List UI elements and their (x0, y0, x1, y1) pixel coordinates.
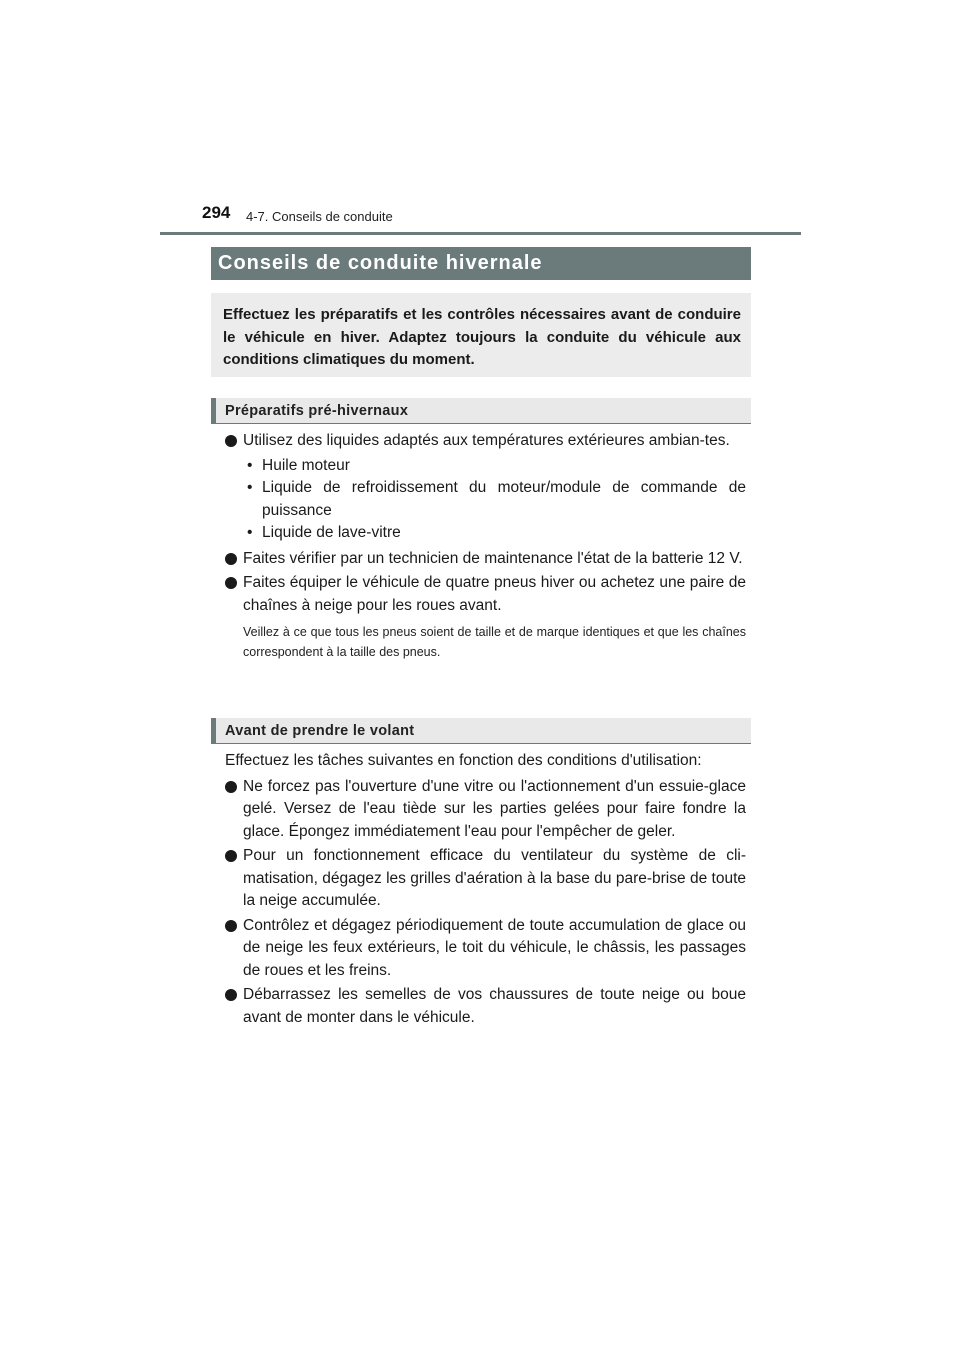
list-item (225, 430, 746, 453)
sub-item-text: Huile moteur (262, 456, 350, 474)
page-title: Conseils de conduite hivernale (218, 252, 543, 274)
section1-content (225, 430, 746, 662)
title-bar (211, 247, 751, 280)
sub-bullet-icon: • (247, 479, 253, 496)
list-item-text: Débarrassez les semelles de vos chaussures de toute neige ou boue avant de monter dans le véhicule. (243, 986, 746, 1026)
list-item-text: Faites vérifier par un technicien de maintenance l'état de la batterie 12 V. (243, 549, 743, 567)
sub-list-item (225, 522, 746, 545)
list-item-text: Utilisez des liquides adaptés aux températures extérieures ambian-tes. (243, 432, 730, 449)
section-heading-label: Avant de prendre le volant (225, 722, 415, 739)
sub-item-text: Liquide de refroidissement du moteur/module de commande de puissance (262, 479, 746, 519)
list-item-text: Pour un fonctionnement efficace du ventilateur du système de cli-matisation, dégagez les grilles d'aération à la base du pare-brise de toute la neige accumulée. (243, 847, 746, 909)
list-item (225, 572, 746, 617)
list-item (225, 776, 746, 844)
list-item (225, 915, 746, 983)
bullet-icon (225, 920, 237, 932)
intro-box: Effectuez les préparatifs et les contrôles nécessaires avant de conduire le véhicule en hiver. Adaptez toujours la conduite du véhicule aux conditions climatiques du moment. (211, 293, 751, 377)
list-item-text: Contrôlez et dégagez périodiquement de toute accumulation de glace ou de neige les feux extérieurs, le toit du véhicule, le châssis, les passages de roues et les freins. (243, 916, 746, 979)
sub-list-item (225, 477, 746, 522)
header-rule (160, 232, 801, 235)
section-heading-avant-volant (211, 718, 751, 744)
bullet-icon (225, 850, 237, 862)
breadcrumb: 4-7. Conseils de conduite (246, 209, 393, 224)
bullet-icon (225, 553, 237, 565)
bullet-icon (225, 781, 237, 793)
sub-bullet-icon: • (247, 456, 253, 474)
list-item (225, 548, 746, 571)
sub-list-item (225, 455, 746, 478)
list-item-text: Ne forcez pas l'ouverture d'une vitre ou l'actionnement d'un essuie-glace gelé. Versez de l'eau tiède sur les parties gelées pour faire fondre la glace. Épongez immédiatement l'eau pour l'empêcher de geler. (243, 777, 746, 840)
note-text: Veillez à ce que tous les pneus soient de taille et de marque identiques et que les chaînes correspondent à la taille des pneus. (243, 625, 746, 659)
section-heading-label: Préparatifs pré-hivernaux (225, 402, 409, 419)
bullet-icon (225, 989, 237, 1001)
section-intro: Effectuez les tâches suivantes en fonction des conditions d'utilisation: (225, 752, 702, 769)
list-item (225, 845, 746, 913)
bullet-icon (225, 435, 237, 447)
sub-bullet-icon: • (247, 524, 253, 541)
page-number: 294 (202, 203, 231, 222)
section2-content (225, 750, 746, 1031)
section-heading-preparatifs (211, 398, 751, 424)
bullet-icon (225, 577, 237, 589)
list-item (225, 984, 746, 1029)
list-item-text: Faites équiper le véhicule de quatre pneus hiver ou achetez une paire de chaînes à neige pour les roues avant. (243, 574, 746, 614)
sub-item-text: Liquide de lave-vitre (262, 524, 401, 541)
